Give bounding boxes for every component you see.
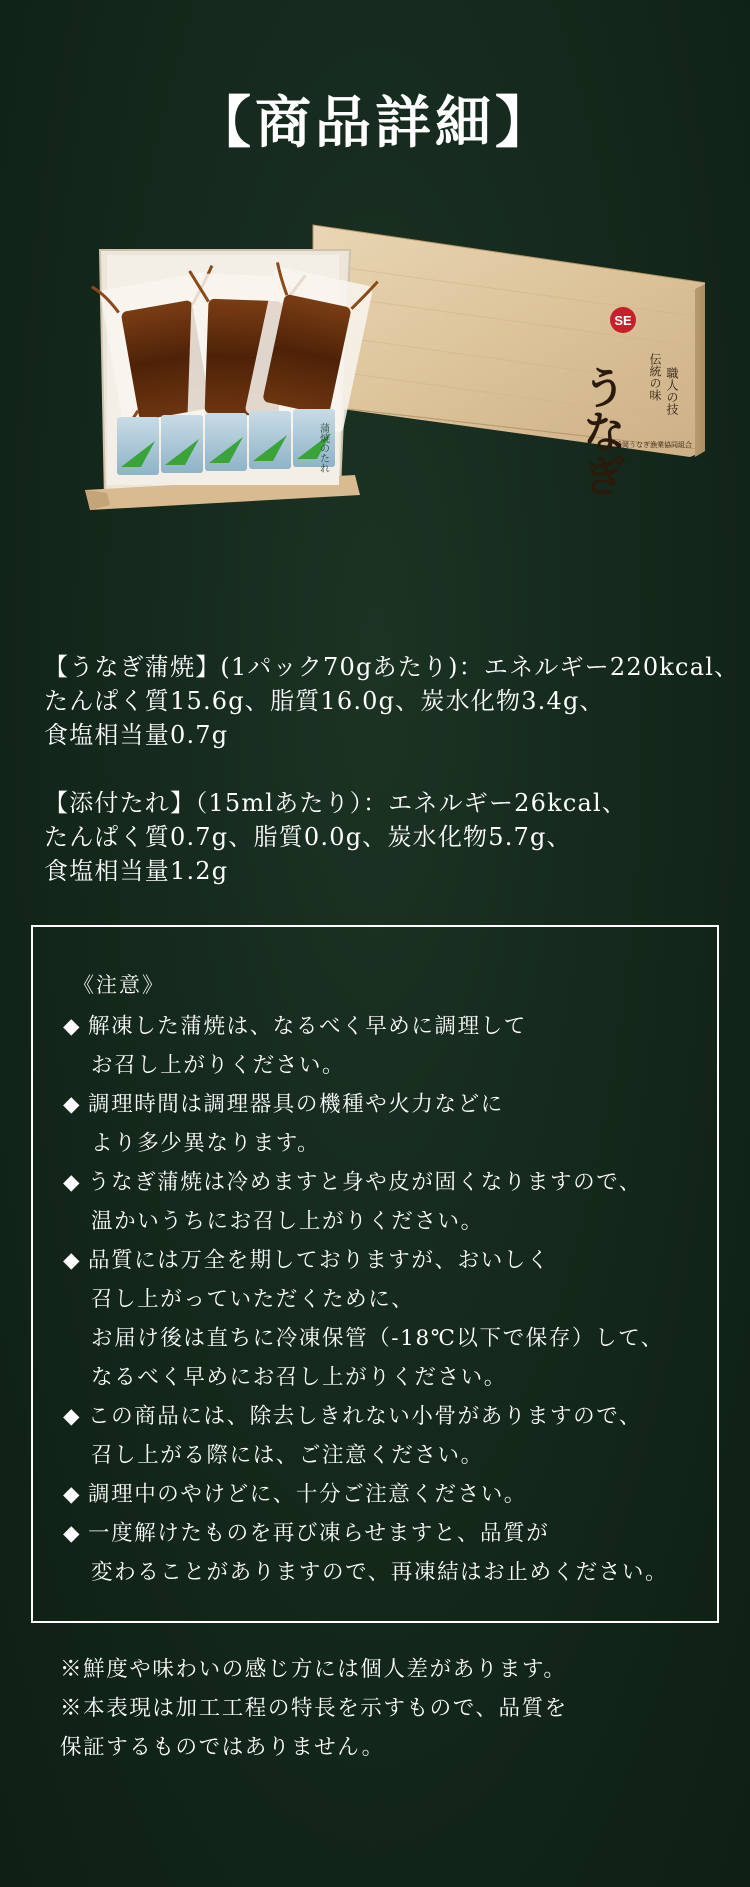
diamond-bullet-icon: ◆ — [63, 1521, 82, 1546]
footnote-line: ※鮮度や味わいの感じ方には個人差があります。 — [60, 1657, 567, 1682]
caution-list — [63, 1007, 703, 1592]
nutrition-line: 食塩相当量0.7g — [44, 721, 229, 749]
caution-item-cont: 温かいうちにお召し上がりください。 — [91, 1209, 484, 1234]
caution-item: ◆ 解凍した蒲焼は、なるべく早めに調理して — [63, 1007, 703, 1046]
nutrition-line: 【うなぎ蒲焼】(1パック70gあたり)：エネルギー220kcal、 — [44, 653, 740, 681]
diamond-bullet-icon: ◆ — [63, 1248, 82, 1273]
diamond-bullet-icon: ◆ — [63, 1170, 82, 1195]
footnote-line: 保証するものではありません。 — [60, 1735, 385, 1760]
box-maker: 静岡うなぎ漁業協同組合 — [615, 441, 692, 449]
sauce-packet-label: 蒲焼のたれ — [317, 423, 329, 473]
nutrition-eel — [44, 650, 740, 752]
caution-item-cont: 召し上がる際には、ご注意ください。 — [91, 1443, 484, 1468]
footnote-line: ※本表現は加工工程の特長を示すもので、品質を — [60, 1696, 568, 1721]
caution-box — [31, 925, 719, 1623]
caution-item: ◆ この商品には、除去しきれない小骨がありますので、 — [63, 1397, 703, 1436]
caution-item-cont: 変わることがありますので、再凍結はお止めください。 — [91, 1560, 669, 1585]
caution-item-cont: お召し上がりください。 — [91, 1053, 346, 1078]
open-box-tray — [85, 250, 378, 510]
sauce-packets — [117, 409, 335, 475]
nutrition-line: 【添付たれ】（15mlあたり）：エネルギー26kcal、 — [44, 789, 628, 817]
nutrition-info — [44, 650, 740, 922]
nutrition-line: 食塩相当量1.2g — [44, 857, 229, 885]
diamond-bullet-icon: ◆ — [63, 1482, 82, 1507]
box-subtext-1: 伝統の味 — [648, 353, 662, 401]
nutrition-sauce — [44, 786, 734, 888]
caution-item: ◆ 調理時間は調理器具の機種や火力などに — [63, 1085, 703, 1124]
caution-item-cont: 召し上がっていただくために、 — [91, 1287, 415, 1312]
diamond-bullet-icon: ◆ — [63, 1404, 82, 1429]
caution-item: ◆ 一度解けたものを再び凍らせますと、品質が — [63, 1514, 703, 1553]
diamond-bullet-icon: ◆ — [63, 1092, 82, 1117]
wooden-gift-box — [313, 225, 705, 497]
caution-item-cont: より多少異なります。 — [91, 1131, 321, 1156]
caution-item-cont: なるべく早めにお召し上がりください。 — [91, 1365, 507, 1390]
box-subtext-2: 職人の技 — [665, 367, 679, 415]
footnotes — [60, 1650, 720, 1767]
caution-item: ◆ 調理中のやけどに、十分ご注意ください。 — [63, 1475, 703, 1514]
caution-item: ◆ うなぎ蒲焼は冷めますと身や皮が固くなりますので、 — [63, 1163, 703, 1202]
svg-text:SE: SE — [614, 313, 632, 328]
diamond-bullet-icon: ◆ — [63, 1014, 82, 1039]
box-brand: うなぎ — [574, 365, 626, 497]
product-photo — [55, 205, 705, 615]
caution-item-cont: お届け後は直ちに冷凍保管（-18℃以下で保存）して、 — [91, 1326, 664, 1351]
caution-heading: 《注意》 — [73, 973, 165, 997]
nutrition-line: たんぱく質0.7g、脂質0.0g、炭水化物5.7g、 — [44, 823, 572, 851]
page-title: 【商品詳細】 — [195, 90, 555, 156]
nutrition-line: たんぱく質15.6g、脂質16.0g、炭水化物3.4g、 — [44, 687, 605, 715]
caution-item: ◆ 品質には万全を期しておりますが、おいしく — [63, 1241, 703, 1280]
